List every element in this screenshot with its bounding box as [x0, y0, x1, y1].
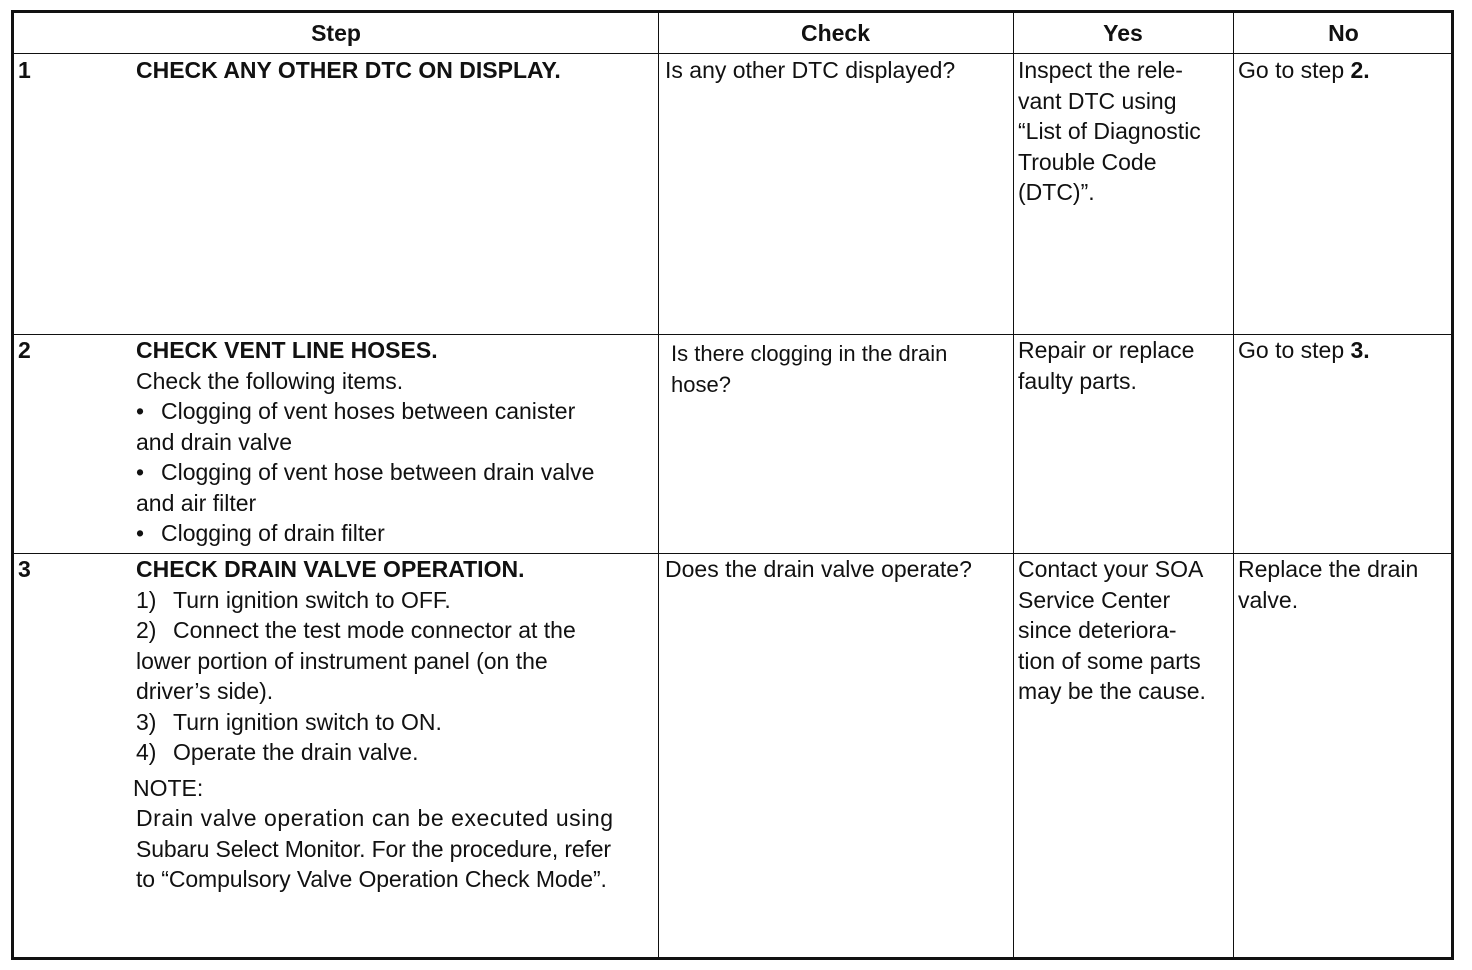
yes-line: (DTC)”.: [1018, 179, 1095, 205]
yes-line: Trouble Code: [1018, 148, 1157, 175]
procedure-text: Operate the drain valve.: [173, 739, 419, 765]
diagnostic-table: [11, 10, 1454, 960]
procedure-text: Turn ignition switch to ON.: [173, 708, 442, 735]
bullet-item: [136, 396, 651, 457]
yes-action: [1018, 335, 1230, 396]
no-step-ref: 3.: [1350, 337, 1370, 363]
procedure-step: [136, 615, 654, 646]
row-divider: [14, 53, 1451, 54]
step-title: CHECK ANY OTHER DTC ON DISPLAY.: [136, 57, 561, 83]
yes-line: faulty parts.: [1018, 367, 1137, 394]
bullet-text-cont: and drain valve: [136, 428, 292, 455]
yes-line: Inspect the rele-: [1018, 57, 1183, 83]
step-number: 1: [18, 57, 31, 83]
no-action: [1238, 55, 1450, 86]
note-line: Drain valve operation can be executed using: [136, 805, 614, 831]
header-step: Step: [311, 20, 361, 46]
no-action: [1238, 554, 1450, 615]
yes-line: tion of some parts: [1018, 647, 1201, 674]
check-line: Is there clogging in the drain: [671, 341, 948, 366]
bullet-icon: •: [136, 398, 145, 424]
procedure-number: 1): [136, 586, 157, 613]
yes-line: vant DTC using: [1018, 87, 1177, 114]
procedure-number: 4): [136, 739, 157, 765]
yes-line: since deteriora-: [1018, 617, 1177, 643]
no-prefix: Go to step: [1238, 337, 1351, 363]
bullet-text-cont: and air filter: [136, 489, 257, 516]
column-divider: [1233, 13, 1234, 957]
note-line: to “Compulsory Valve Operation Check Mode”.: [136, 866, 607, 892]
note-label: NOTE:: [133, 774, 204, 801]
header-yes: Yes: [1103, 20, 1143, 46]
no-action: [1238, 335, 1450, 366]
no-step-ref: 2.: [1350, 57, 1370, 83]
procedure-number: 3): [136, 708, 157, 735]
step-title: CHECK VENT LINE HOSES.: [136, 337, 438, 363]
procedure-number: 2): [136, 617, 157, 643]
yes-action: [1018, 55, 1230, 208]
note-line: Subaru Select Monitor. For the procedure, refer: [136, 835, 611, 862]
step-number: 2: [18, 337, 31, 363]
bullet-text: Clogging of vent hoses between canister: [161, 398, 576, 424]
yes-line: “List of Diagnostic: [1018, 118, 1201, 144]
bullet-icon: •: [136, 459, 145, 485]
bullet-text: Clogging of drain filter: [161, 520, 385, 546]
procedure-text: Turn ignition switch to OFF.: [173, 586, 451, 613]
check-question: [671, 339, 1011, 400]
header-no: No: [1328, 20, 1359, 46]
no-line: Replace the drain: [1238, 556, 1419, 582]
procedure-text-cont: lower portion of instrument panel (on the: [136, 647, 548, 674]
step-intro: Check the following items.: [136, 367, 404, 394]
header-check: Check: [800, 20, 871, 46]
yes-line: may be the cause.: [1018, 678, 1206, 704]
procedure-step: [136, 585, 654, 616]
step-body: [136, 335, 651, 549]
procedure-text: Connect the test mode connector at the: [173, 617, 576, 643]
bullet-item: [136, 518, 651, 549]
check-line: hose?: [671, 371, 731, 397]
bullet-text: Clogging of vent hose between drain valve: [161, 459, 595, 485]
bullet-icon: •: [136, 520, 145, 546]
yes-line: Repair or replace: [1018, 337, 1195, 363]
step-body: [133, 554, 654, 895]
check-question: Is any other DTC displayed?: [665, 57, 956, 83]
no-prefix: Go to step: [1238, 57, 1351, 83]
yes-action: [1018, 554, 1230, 707]
yes-line: Service Center: [1018, 586, 1171, 613]
procedure-step: [136, 707, 654, 738]
step-title: CHECK DRAIN VALVE OPERATION.: [136, 556, 525, 582]
column-divider: [658, 13, 659, 957]
check-question: Does the drain valve operate?: [665, 556, 972, 582]
step-number: 3: [18, 556, 31, 582]
column-divider: [1013, 13, 1014, 957]
no-line: valve.: [1238, 586, 1299, 613]
procedure-text-cont: driver’s side).: [136, 678, 274, 704]
procedure-step: [136, 737, 654, 768]
bullet-item: [136, 457, 651, 518]
yes-line: Contact your SOA: [1018, 556, 1204, 582]
